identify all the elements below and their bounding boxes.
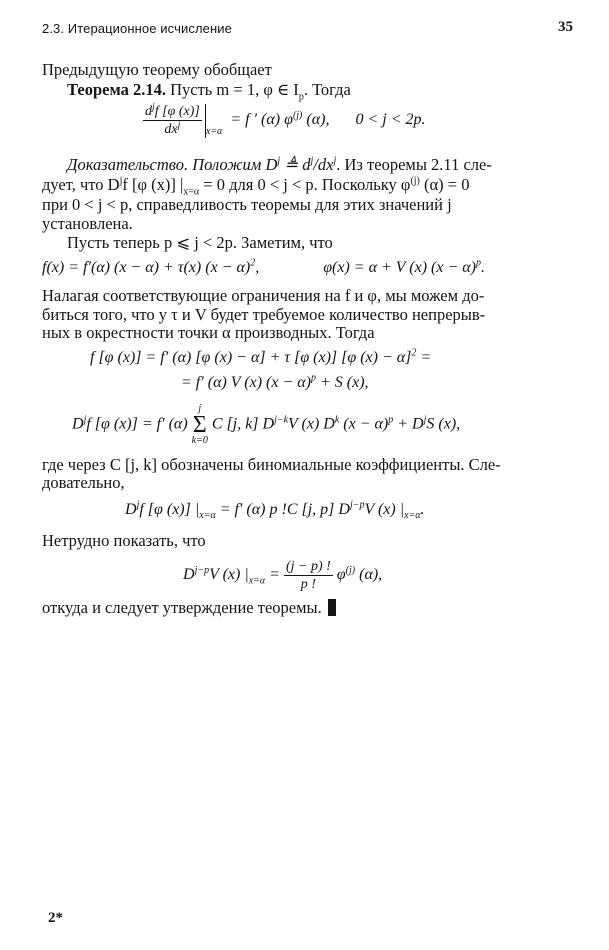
result-formula: $D^jf$ [φ (x)] $|_{x=\alpha} = f'$ (α) p !C [j, p] $D^{j-p}V$ (x) $|_{x=\alpha}$. <box>125 499 425 522</box>
theorem-label: Теорема 2.14. <box>67 80 166 99</box>
proof-line-3: при 0 < j < p, справедливость теоремы для этих значений j <box>42 195 452 214</box>
qed-mark <box>328 599 336 616</box>
signature-mark: 2* <box>48 910 63 926</box>
text-line-n3: ных в окрестности точки α производных. Тогда <box>42 323 375 342</box>
intro-line: Предыдущую теорему обобщает <box>42 60 272 79</box>
derivative-fraction: $\frac{d^jf [\varphi (x)]}{dx^j}$ <box>145 101 200 137</box>
running-head: 2.3. Итерационное исчисление <box>42 21 232 36</box>
summation-sign: j Σ k=0 <box>191 403 208 446</box>
page-number: 35 <box>558 19 573 35</box>
text-line-n2: биться того, что у τ и V будет требуемое количество непрерыв- <box>42 305 486 324</box>
easy-line: Нетрудно показать, что <box>42 531 206 550</box>
theorem-line: Теорема 2.14. Пусть m = 1, φ ∈ $I_p$. Тогда <box>67 80 351 103</box>
text-line-g1: где через C [j, k] обозначены биномиальные коэффициенты. Сле- <box>42 455 501 474</box>
factorial-fraction: $\frac{(j - p) !}{p !}$ <box>285 559 331 592</box>
sum-formula: $D^jf$ [φ (x)] = f′ (α) j Σ k=0 C [j, k] $D^{j-k}V$ (x) $D^k$ $(x - \alpha)^p + D^jS$ (x), <box>72 403 461 446</box>
text-line-n1: Налагая соответствующие ограничения на f и φ, мы можем до- <box>42 286 485 305</box>
proof-label: Доказательство. <box>67 155 189 174</box>
paragraph-line: Пусть теперь p ⩽ j < 2p. Заметим, что <box>67 233 333 252</box>
proof-line-4: установлена. <box>42 214 133 233</box>
definitions-formula: f(x) = f′(α) (x − α) + τ(x) $(x - \alpha)^2$, φ(x) = α + V (x) $(x - \alpha)^p$. <box>42 257 485 276</box>
proof-line-1: Доказательство. Положим $D^j$ ≜ $d^j/dx^j$. Из теоремы 2.11 сле- <box>67 155 492 174</box>
text-line-g2: довательно, <box>42 473 125 492</box>
final-formula: $D^{j-p}V$ (x) $|_{x=\alpha}$ = $\frac{(j - p) !}{p !}$ $\varphi^{(j)}$ (α), <box>183 559 383 592</box>
composition-formula-1: f [φ (x)] = f′ (α) [φ (x) − α] + τ [φ (x)] [φ (x) − α]$^2$ = <box>90 347 432 366</box>
page-header <box>42 21 573 41</box>
theorem-formula: $\frac{d^jf [\varphi (x)]}{dx^j}$ $_{x=\alpha}$ = f ′ (α) $\varphi^{(j)}$ (α), 0 < j < 2p. <box>145 101 426 138</box>
composition-formula-2: = f′ (α) V (x) $(x - \alpha)^p + S$ (x), <box>181 372 369 391</box>
proof-line-2: дует, что $D^jf$ [φ (x)] $|_{x=\alpha} = 0$ для 0 < j < p. Поскольку $\varphi^{(j)}$ (α) = 0 <box>42 175 470 198</box>
conclusion-line: откуда и следует утверждение теоремы. <box>42 598 336 618</box>
